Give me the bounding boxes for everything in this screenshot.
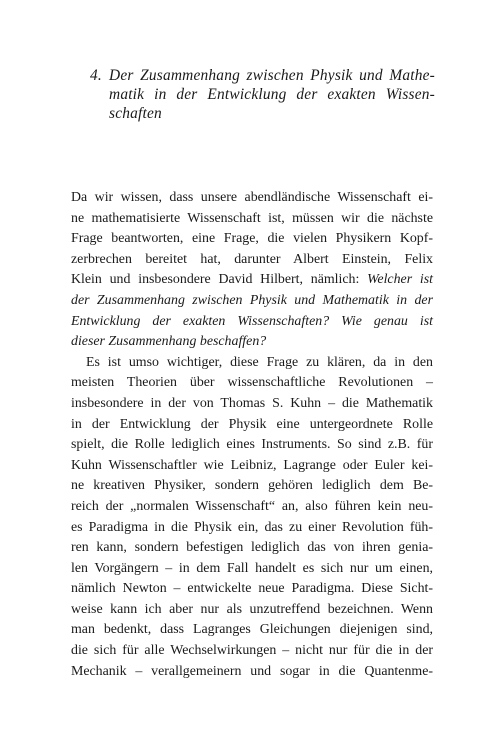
- italic-question-run: Welcher ist: [367, 272, 433, 288]
- text-line: die sich für alle Wechselwirkungen – nicht nur für die in der: [71, 643, 433, 659]
- chapter-heading: [90, 66, 435, 123]
- text-run: Da wir wissen, dass unsere abendländische Wissenschaft ei-: [71, 190, 433, 205]
- text-line: ren kann, sondern befestigen lediglich das von ihren genia-: [71, 540, 433, 556]
- italic-question-line: [71, 291, 433, 312]
- chapter-title-line: Der Zusammenhang zwischen Physik und Mathe-: [109, 67, 435, 84]
- text-run: ne mathematisierte Wissenschaft ist, müssen wir die nächste: [71, 210, 433, 226]
- text-line: [71, 188, 433, 209]
- text-line: Es ist umso wichtiger, diese Frage zu klären, da in den: [86, 354, 433, 370]
- italic-question-line: [71, 312, 433, 333]
- chapter-number: 4.: [90, 67, 102, 84]
- italic-question-run: der Zusammenhang zwischen Physik und Mathematik in der: [71, 292, 433, 308]
- text-line: len Vorgängern – in dem Fall handelt es sich nur um einen,: [71, 560, 433, 576]
- text-line: Mechanik – verallgemeinern und sogar in die Quantenme-: [71, 663, 433, 679]
- text-line: ne kreativen Physiker, sondern gehören lediglich dem Be-: [71, 478, 433, 494]
- chapter-title-line: matik in der Entwicklung der exakten Wissen-: [109, 86, 435, 103]
- text-line: spielt, die Rolle lediglich eines Instruments. So sind z.B. für: [71, 437, 433, 453]
- text-line: weise kann ich aber nur als unzutreffend bezeichnen. Wenn: [71, 601, 433, 617]
- text-line: insbesondere in der von Thomas S. Kuhn – die Mathematik: [71, 395, 433, 411]
- text-line: man bedenkt, dass Lagranges Gleichungen diejenigen sind,: [71, 622, 433, 638]
- italic-question-run: dieser Zusammenhang beschaffen?: [71, 334, 267, 350]
- italic-question-run: Entwicklung der exakten Wissenschaften? Wie genau ist: [71, 313, 433, 329]
- text-run: zerbrechen bereitet hat, darunter Albert Einstein, Felix: [71, 251, 433, 267]
- text-line: nämlich Newton – entwickelte neue Paradigma. Diese Sicht-: [71, 581, 433, 597]
- text-line: [71, 250, 433, 271]
- text-line: reich der „normalen Wissenschaft“ an, also führen kein neu-: [71, 498, 433, 514]
- text-line: es Paradigma in die Physik ein, das zu einer Revolution füh-: [71, 519, 433, 535]
- text-line: Kuhn Wissenschaftler wie Leibniz, Lagrange oder Euler kei-: [71, 457, 433, 473]
- text-line: [71, 270, 433, 291]
- text-line: in der Entwicklung der Physik eine untergeordnete Rolle: [71, 416, 433, 432]
- text-run: Klein und insbesondere David Hilbert, nämlich:: [71, 272, 368, 288]
- text-line: [71, 209, 433, 230]
- text-line: [71, 229, 433, 250]
- italic-question-line: [71, 332, 433, 353]
- body-text: [71, 188, 433, 682]
- text-line: meisten Theorien über wissenschaftliche Revolutionen –: [71, 375, 433, 391]
- paragraph-2: [71, 353, 433, 683]
- text-run: Frage beantworten, eine Frage, die vielen Physikern Kopf-: [71, 231, 433, 247]
- chapter-title-line: schaften: [109, 105, 162, 122]
- paragraph-1: [71, 188, 433, 353]
